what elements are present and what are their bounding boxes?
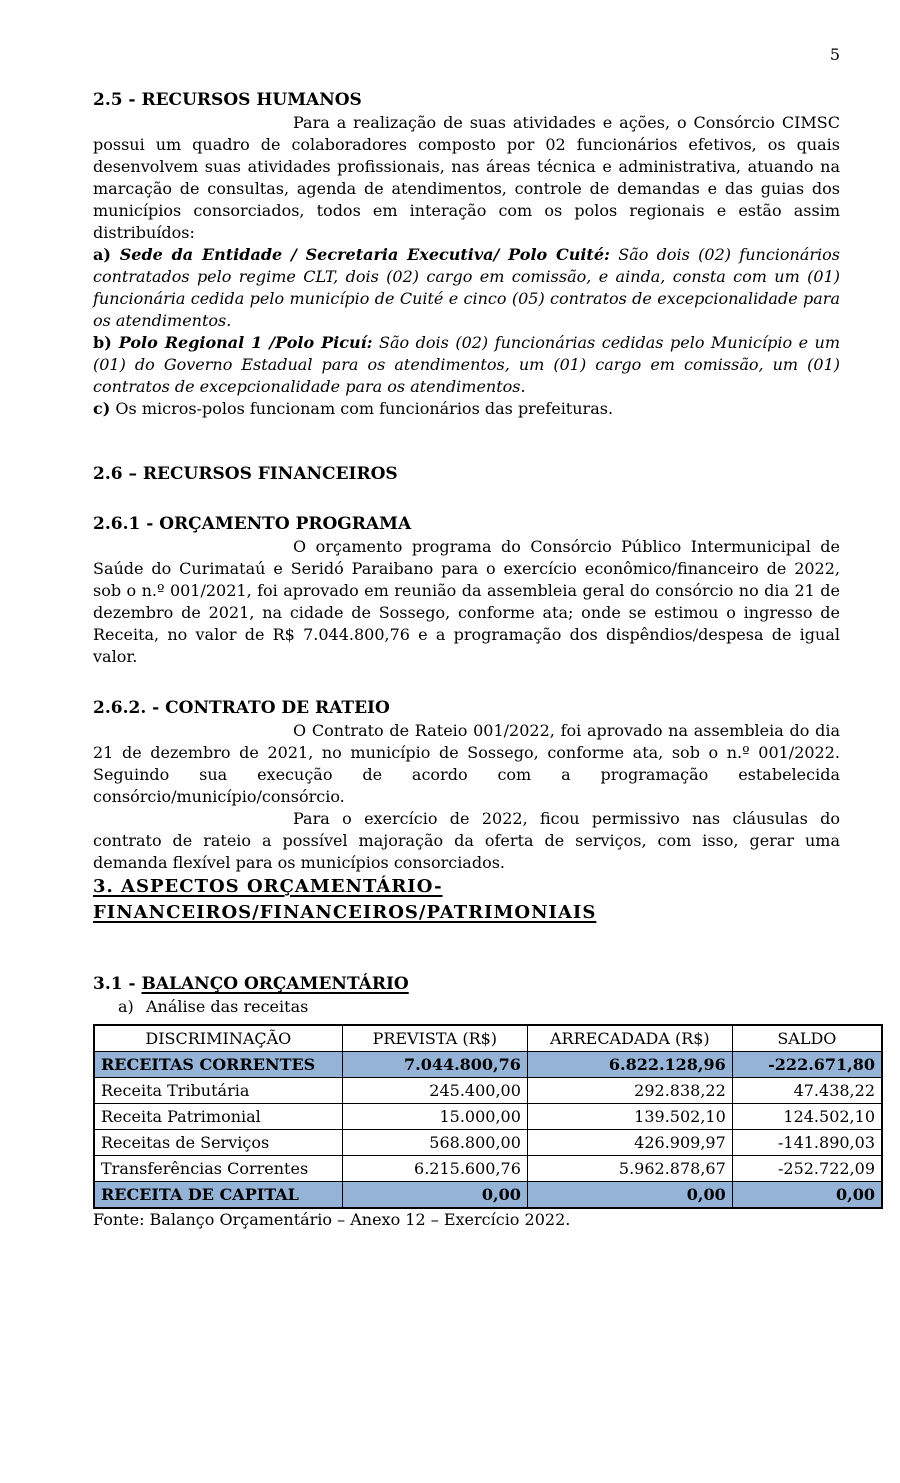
cell-arrecadada: 6.822.128,96 [527,1052,732,1078]
heading-aspectos-text: 3. ASPECTOS ORÇAMENTÁRIO-FINANCEIROS/FINANCEIROS/PATRIMONIAIS [93,876,597,923]
header-discriminacao: DISCRIMINAÇÃO [94,1025,342,1052]
cell-prevista: 245.400,00 [342,1078,527,1104]
receitas-table [93,1024,883,1209]
table-row-receita-tributaria [94,1078,882,1104]
heading-balanco-prefix: 3.1 - [93,974,142,994]
cell-name: Receita Patrimonial [94,1104,342,1130]
cell-prevista: 568.800,00 [342,1130,527,1156]
heading-contrato-rateio: 2.6.2. - CONTRATO DE RATEIO [93,698,390,718]
heading-balanco-title: BALANÇO ORÇAMENTÁRIO [141,974,409,994]
cell-name: Transferências Correntes [94,1156,342,1182]
item-a-label: a) [93,245,111,264]
item-c [93,398,840,420]
receitas-caption-text: Análise das receitas [146,997,309,1016]
header-arrecadada: ARRECADADA (R$) [527,1025,732,1052]
header-prevista: PREVISTA (R$) [342,1025,527,1052]
page-number: 5 [829,45,840,64]
cell-arrecadada: 292.838,22 [527,1078,732,1104]
item-a-text: São dois (02) funcionários contratados pelo regime CLT, dois (02) cargo em comissão, e ainda, consta com um (01) funcionária cedida pelo município de Cuité e cinco (05) contratos de excepcionalidade para os atendimentos. [93,245,840,330]
heading-orcamento-programa: 2.6.1 - ORÇAMENTO PROGRAMA [93,514,412,534]
table-header-row [94,1025,882,1052]
table-row-receitas-servicos [94,1130,882,1156]
item-a [93,244,840,332]
item-c-text: Os micros-polos funcionam com funcionários das prefeituras. [110,399,614,418]
cell-saldo: 124.502,10 [732,1104,882,1130]
cell-name: RECEITA DE CAPITAL [94,1182,342,1209]
paragraph-contrato-rateio-2: Para o exercício de 2022, ficou permissivo nas cláusulas do contrato de rateio a possível majoração da oferta de serviços, com isso, gerar uma demanda flexível para os municípios consorciados. [93,809,840,872]
cell-arrecadada: 5.962.878,67 [527,1156,732,1182]
heading-recursos-humanos: 2.5 - RECURSOS HUMANOS [93,90,362,110]
paragraph-recursos-humanos: Para a realização de suas atividades e ações, o Consórcio CIMSC possui um quadro de colaboradores composto por 02 funcionários efetivos, os quais desenvolvem suas atividades profissionais, nas áreas técnica e administrativa, atuando na marcação de consultas, agenda de atendimentos, controle de demandas e das guias dos municípios consorciados, todos em interação com os polos regionais e estão assim distribuídos: [93,113,840,242]
cell-prevista: 7.044.800,76 [342,1052,527,1078]
item-a-lead: Sede da Entidade / Secretaria Executiva/ Polo Cuité: [110,245,610,264]
cell-saldo: 47.438,22 [732,1078,882,1104]
paragraph-orcamento-programa: O orçamento programa do Consórcio Público Intermunicipal de Saúde do Curimataú e Seridó Paraibano para o exercício econômico/financeiro de 2022, sob o n.º 001/2021, foi aprovado em reunião da assembleia geral do consórcio no dia 21 de dezembro de 2021, na cidade de Sossego, conforme ata; onde se estimou o ingresso de Receita, no valor de R$ 7.044.800,76 e a programação dos dispêndios/despesa de igual valor. [93,537,840,666]
receitas-caption [93,996,840,1018]
table-row-receita-patrimonial [94,1104,882,1130]
cell-name: Receita Tributária [94,1078,342,1104]
header-saldo: SALDO [732,1025,882,1052]
item-b-text: São dois (02) funcionárias cedidas pelo Município e um (01) do Governo Estadual para os atendimentos, um (01) cargo em comissão, um (01) contratos de excepcionalidade para os atendimentos. [93,333,840,396]
heading-balanco-orcamentario [93,972,840,996]
cell-prevista: 15.000,00 [342,1104,527,1130]
cell-arrecadada: 0,00 [527,1182,732,1209]
fonte-note: Fonte: Balanço Orçamentário – Anexo 12 – Exercício 2022. [93,1210,571,1229]
item-b-label: b) [93,333,112,352]
table-row-receitas-correntes [94,1052,882,1078]
item-b [93,332,840,398]
table-row-transferencias-correntes [94,1156,882,1182]
table-row-receita-capital [94,1182,882,1209]
receitas-caption-label: a) [118,997,134,1016]
heading-aspectos-orcamentarios [93,874,840,926]
item-b-lead: Polo Regional 1 /Polo Picuí: [111,333,373,352]
cell-saldo: 0,00 [732,1182,882,1209]
cell-arrecadada: 139.502,10 [527,1104,732,1130]
cell-name: Receitas de Serviços [94,1130,342,1156]
cell-saldo: -141.890,03 [732,1130,882,1156]
cell-arrecadada: 426.909,97 [527,1130,732,1156]
paragraph-contrato-rateio-1: O Contrato de Rateio 001/2022, foi aprovado na assembleia do dia 21 de dezembro de 2021, no município de Sossego, conforme ata, sob o n.º 001/2022. Seguindo sua execução de acordo com a programação estabelecida consórcio/município/consórcio. [93,721,840,806]
heading-recursos-financeiros: 2.6 – RECURSOS FINANCEIROS [93,464,398,484]
cell-prevista: 0,00 [342,1182,527,1209]
cell-saldo: -252.722,09 [732,1156,882,1182]
item-c-label: c) [93,399,111,418]
cell-saldo: -222.671,80 [732,1052,882,1078]
cell-name: RECEITAS CORRENTES [94,1052,342,1078]
cell-prevista: 6.215.600,76 [342,1156,527,1182]
